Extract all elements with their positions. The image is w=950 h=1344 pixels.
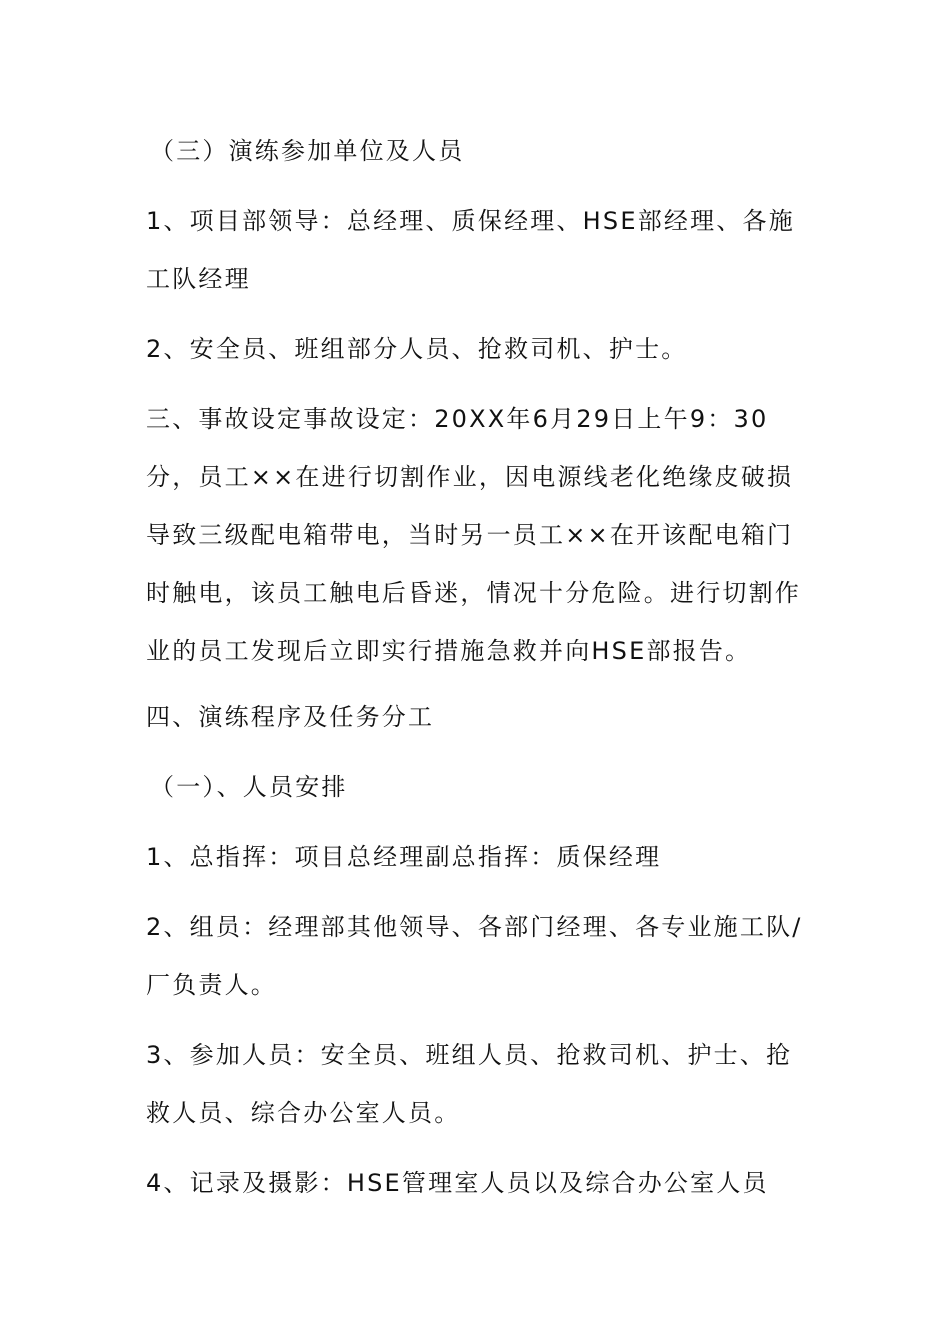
paragraph-project-leaders: 1、项目部领导：总经理、质保经理、HSE部经理、各施工队经理 xyxy=(146,207,795,293)
paragraph-accident-setting: 三、事故设定事故设定：20XX年6月29日上午9：30分，员工××在进行切割作业，因电源线老化绝缘皮破损导致三级配电箱带电，当时另一员工××在开该配电箱门时触电，该员工触电后昏迷，情况十分危险。进行切割作业的员工发现后立即实行措施急救并向HSE部报告。 xyxy=(146,405,801,665)
paragraph-recording: 4、记录及摄影：HSE管理室人员以及综合办公室人员 xyxy=(146,1169,769,1197)
paragraph-commander: 1、总指挥：项目总经理副总指挥：质保经理 xyxy=(146,843,662,871)
paragraph-participants: 3、参加人员：安全员、班组人员、抢救司机、护士、抢救人员、综合办公室人员。 xyxy=(146,1041,793,1127)
paragraph-safety-staff: 2、安全员、班组部分人员、抢救司机、护士。 xyxy=(146,335,688,363)
section-heading-procedure: 四、演练程序及任务分工 xyxy=(146,703,435,731)
section-heading-participants: （三）演练参加单位及人员 xyxy=(150,137,465,165)
section-heading-staffing: （一）、人员安排 xyxy=(150,773,348,801)
paragraph-team-members: 2、组员：经理部其他领导、各部门经理、各专业施工队/厂负责人。 xyxy=(146,913,803,999)
